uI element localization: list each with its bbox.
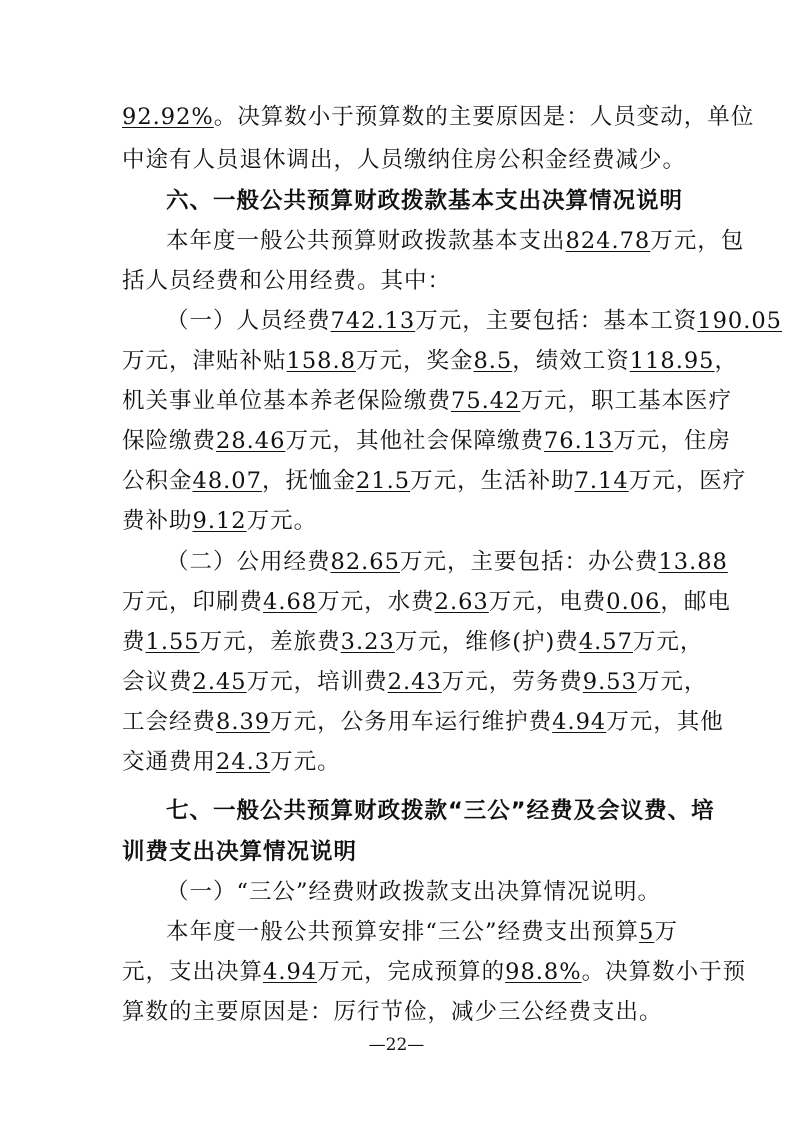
- text-run: 机关事业单位基本养老保险缴费: [122, 388, 452, 414]
- text-run: 万元，培训费: [246, 669, 388, 695]
- amount-value: 98.8%: [505, 959, 582, 985]
- text-line: [122, 664, 708, 700]
- amount-value: 2.43: [387, 669, 442, 695]
- text-run: 万元，劳务费: [441, 669, 583, 695]
- text-line: [166, 223, 745, 259]
- amount-value: 190.05: [697, 308, 782, 334]
- text-line: [166, 914, 678, 950]
- amount-value: 2.45: [192, 669, 247, 695]
- text-line: [122, 423, 731, 459]
- text-run: （一）“三公”经费财政拨款支出决算情况说明。: [166, 879, 662, 905]
- text-run: 万元，住房: [613, 428, 731, 454]
- text-line: [122, 954, 747, 990]
- text-run: 万元，主要包括：基本工资: [415, 308, 698, 334]
- text-run: 算数的主要原因是：厉行节俭，减少三公经费支出。: [122, 999, 663, 1025]
- text-line: [122, 142, 687, 178]
- amount-value: 0.06: [606, 589, 661, 615]
- amount-value: 118.95: [629, 348, 715, 374]
- text-line: [122, 383, 732, 419]
- amount-value: 13.88: [658, 549, 728, 575]
- text-run: 万元，维修(护)费: [394, 629, 579, 655]
- text-run: 本年度一般公共预算财政拨款基本支出: [166, 228, 566, 254]
- text-run: 公积金: [122, 468, 193, 494]
- text-run: （一）人员经费: [166, 308, 331, 334]
- text-run: 中途有人员退休调出，人员缴纳住房公积金经费减少。: [122, 147, 687, 173]
- amount-value: 7.14: [574, 468, 629, 494]
- amount-value: 48.07: [192, 468, 262, 494]
- amount-value: 5: [639, 919, 655, 945]
- text-run: 元，支出决算: [122, 959, 264, 985]
- page-number: —22—: [368, 1035, 425, 1055]
- amount-value: 8.5: [473, 348, 513, 374]
- text-run: 括人员经费和公用经费。其中：: [122, 268, 452, 294]
- text-run: 万元，水费: [317, 589, 435, 615]
- text-run: 万元，差旅费: [199, 629, 341, 655]
- amount-value: 9.12: [192, 508, 247, 534]
- amount-value: 92.92%: [122, 104, 214, 130]
- text-line: [122, 994, 678, 1030]
- text-run: 万元。: [246, 508, 318, 534]
- text-run: 万元，医疗: [628, 468, 747, 494]
- text-run: 费补助: [122, 508, 193, 534]
- text-run: 万元，生活补助: [410, 468, 575, 494]
- text-run: 万元，公务用车运行维护费: [270, 709, 553, 735]
- text-run: （二）公用经费: [166, 549, 331, 575]
- heading-text: 训费支出决算情况说明: [122, 839, 358, 865]
- amount-value: 2.63: [434, 589, 489, 615]
- text-line: [166, 544, 728, 580]
- text-run: 万元，印刷费: [122, 589, 264, 615]
- text-line: [166, 303, 782, 339]
- text-run: 万元，完成预算的: [317, 959, 506, 985]
- text-run: 万元，包: [650, 228, 745, 254]
- text-run: ，绩效工资: [512, 348, 630, 374]
- amount-value: 158.8: [286, 348, 356, 374]
- text-line: [122, 704, 724, 740]
- section-heading-continued: [122, 834, 678, 870]
- text-run: 万元。: [270, 749, 341, 775]
- text-line: [122, 624, 704, 660]
- amount-value: 24.3: [216, 749, 271, 775]
- text-line: [122, 584, 731, 620]
- amount-value: 21.5: [355, 468, 411, 494]
- text-line: [122, 463, 747, 499]
- amount-value: 4.68: [263, 589, 318, 615]
- amount-value: 75.42: [451, 388, 521, 414]
- amount-value: 3.23: [340, 629, 395, 655]
- text-run: 。决算数小于预算数的主要原因是：人员变动，单位: [213, 104, 755, 130]
- text-run: 万: [654, 919, 678, 945]
- amount-value: 4.94: [552, 709, 607, 735]
- text-run: 万元，其他: [606, 709, 724, 735]
- section-heading: [166, 183, 684, 219]
- amount-value: 28.46: [216, 428, 286, 454]
- text-run: ，抚恤金: [261, 468, 356, 494]
- text-run: 工会经费: [122, 709, 217, 735]
- heading-text: 六、一般公共预算财政拨款基本支出决算情况说明: [166, 188, 684, 214]
- text-run: 。决算数小于预: [581, 959, 747, 985]
- text-run: 万元，津贴补贴: [122, 348, 287, 374]
- text-line: [122, 343, 739, 379]
- text-run: ，邮电: [660, 589, 731, 615]
- amount-value: 1.55: [145, 629, 200, 655]
- text-run: 万元，主要包括：办公费: [399, 549, 659, 575]
- amount-value: 82.65: [330, 549, 400, 575]
- text-run: 万元，: [636, 669, 708, 695]
- text-run: ，: [714, 348, 739, 374]
- text-run: 万元，: [632, 629, 704, 655]
- amount-value: 824.78: [565, 228, 651, 254]
- amount-value: 742.13: [330, 308, 416, 334]
- text-line: [122, 744, 678, 780]
- text-run: 万元，电费: [488, 589, 607, 615]
- subsection-heading: [166, 874, 678, 910]
- text-run: 万元，职工基本医疗: [520, 388, 732, 414]
- text-run: 保险缴费: [122, 428, 217, 454]
- text-line: [122, 503, 678, 539]
- text-line: [122, 263, 678, 299]
- text-run: 本年度一般公共预算安排“三公”经费支出预算: [166, 919, 640, 945]
- text-run: 费: [122, 629, 146, 655]
- amount-value: 4.57: [578, 629, 633, 655]
- amount-value: 8.39: [216, 709, 271, 735]
- amount-value: 76.13: [543, 428, 614, 454]
- text-run: 会议费: [122, 669, 193, 695]
- amount-value: 9.53: [582, 669, 637, 695]
- heading-text: 七、一般公共预算财政拨款“三公”经费及会议费、培: [166, 798, 715, 824]
- text-line: [122, 99, 755, 135]
- text-run: 万元，其他社会保障缴费: [285, 428, 544, 454]
- amount-value: 4.94: [263, 959, 318, 985]
- section-heading: [166, 793, 715, 829]
- text-run: 交通费用: [122, 749, 217, 775]
- text-run: 万元，奖金: [355, 348, 474, 374]
